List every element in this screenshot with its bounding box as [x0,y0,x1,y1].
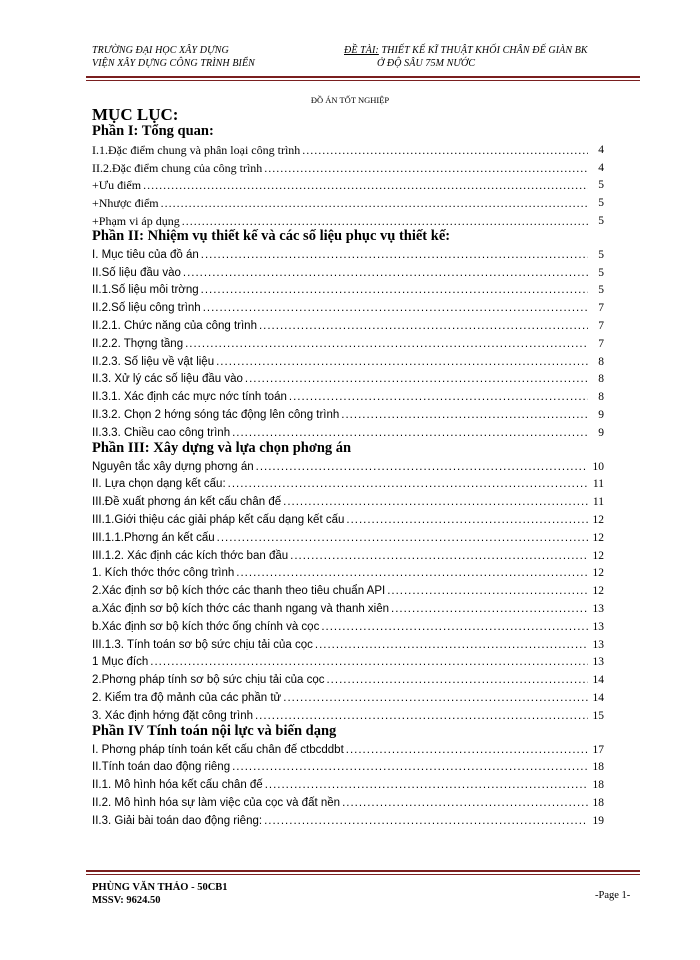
toc-entry-page: 18 [592,796,604,809]
toc-entry-label: II.3. Xử lý các số liệu đầu vào [92,373,243,386]
toc-leader-dots [290,549,588,563]
student-id: MSSV: 9624.50 [92,895,161,906]
toc-leader-dots [143,178,588,192]
toc-entry-label: b.Xác định sơ bộ kích thớc ống chính và cọc [92,620,320,633]
toc-entry[interactable] [92,315,604,333]
toc-entry[interactable] [92,280,604,298]
toc-entry-page: 12 [592,531,604,544]
toc-entry-label: 2. Kiểm tra độ mảnh của các phần tử [92,691,282,704]
toc-entry-label: 2.Xác định sơ bộ kích thớc các thanh theo tiêu chuẩn API [92,585,386,598]
toc-leader-dots [255,709,588,723]
toc-entry-label: II.1. Mô hình hóa kết cấu chân đế [92,779,263,792]
toc-entry-page: 18 [592,779,604,792]
table-of-contents [92,106,604,828]
university-name: TRƯỜNG ĐẠI HỌC XÂY DỰNG [92,45,229,56]
toc-entry-page: 7 [598,337,604,350]
toc-leader-dots [182,214,588,228]
toc-leader-dots [217,531,588,545]
toc-entry-page: 9 [598,426,604,439]
toc-entry-page: 15 [592,709,604,722]
toc-leader-dots [183,266,588,280]
toc-entry[interactable] [92,386,604,404]
toc-entry-page: 10 [592,460,604,473]
toc-entry[interactable] [92,687,604,705]
toc-leader-dots [232,426,588,440]
toc-leader-dots [302,143,588,157]
toc-entry[interactable] [92,351,604,369]
toc-entry[interactable] [92,669,604,687]
toc-entry-page: 18 [592,761,604,774]
toc-leader-dots [232,760,588,774]
toc-entry-page: 14 [592,691,604,704]
toc-entry[interactable] [92,139,604,157]
toc-entry[interactable] [92,422,604,440]
topic-label: ĐỀ TÀI: [344,45,379,56]
toc-entry-page: 13 [592,620,604,633]
toc-entry-label: II.Tính toán dao động riêng [92,761,231,774]
header-right [344,44,588,70]
toc-leader-dots [216,355,588,369]
toc-entry-label: 3. Xác định hớng đặt công trình [92,709,253,722]
toc-entry-page: 4 [598,143,604,156]
toc-leader-dots [283,691,588,705]
toc-entry-page: 5 [598,266,604,279]
header-left [92,44,255,70]
toc-leader-dots [201,248,588,262]
toc-entry-label: III.1.1.Phơng án kết cấu [92,531,215,544]
toc-entry[interactable] [92,262,604,280]
toc-leader-dots [326,673,588,687]
toc-entry[interactable] [92,509,604,527]
toc-entry-page: 11 [592,478,604,491]
toc-entry[interactable] [92,774,604,792]
topic-title-line2: Ở ĐỘ SÂU 75M NƯỚC [377,58,476,69]
toc-leader-dots [259,319,588,333]
toc-entry-page: 8 [598,373,604,386]
toc-leader-dots [346,743,588,757]
author-name: PHÙNG VĂN THẢO - 50CB1 [92,882,228,893]
toc-leader-dots [283,495,588,509]
toc-part-heading: Phần III: Xây dựng và lựa chọn phơng án [92,439,352,456]
toc-entry-label: III.1.Giới thiệu các giải pháp kết cấu dạng kết cấu [92,513,345,526]
toc-entry-label: II.2. Mô hình hóa sự làm việc của cọc và đất nền [92,796,341,809]
toc-leader-dots [321,620,588,634]
toc-entry[interactable] [92,491,604,509]
toc-entry[interactable] [92,474,604,492]
toc-leader-dots [289,390,588,404]
toc-leader-dots [264,161,588,175]
toc-entry-page: 11 [592,496,604,509]
toc-entry-label: II.2.Số liệu công trình [92,302,201,315]
footer-rule-thin [86,874,640,875]
toc-leader-dots [387,584,588,598]
toc-entry-label: II.3.3. Chiều cao công trình [92,426,231,439]
toc-leader-dots [342,796,588,810]
toc-entry[interactable] [92,792,604,810]
toc-leader-dots [203,301,588,315]
toc-entry-label: I. Mục tiêu của đồ án [92,248,199,261]
toc-entry-page: 8 [598,355,604,368]
toc-entry-label: II.3.1. Xác định các mực nớc tính toán [92,391,287,404]
document-type: ĐỒ ÁN TỐT NGHIỆP [310,95,390,105]
toc-entry-label: +Nhược điểm [92,196,159,211]
toc-entry-label: I. Phơng pháp tính toán kết cấu chân đế ctbcddbt [92,743,344,756]
toc-leader-dots [150,655,588,669]
header-rule-thick [86,76,640,78]
toc-entry-page: 5 [598,179,604,192]
toc-leader-dots [245,372,588,386]
toc-entry[interactable] [92,616,604,634]
page-number: -Page 1- [595,890,631,901]
toc-entry[interactable] [92,634,604,652]
institute-name: VIỆN XÂY DỰNG CÔNG TRÌNH BIỂN [92,58,255,69]
toc-entry-page: 13 [592,638,604,651]
toc-part-heading: Phần II: Nhiệm vụ thiết kế và các số liệu phục vụ thiết kế: [92,227,451,244]
toc-title: MỤC LỤC: [92,105,179,124]
toc-entry-page: 8 [598,391,604,404]
toc-entry[interactable] [92,580,604,598]
toc-entry-page: 5 [598,284,604,297]
toc-entry-label: III.1.2. Xác định các kích thớc ban đầu [92,549,289,562]
toc-entry-label: a.Xác định sơ bộ kích thớc các thanh ngang và thanh xiên [92,602,390,615]
toc-entry[interactable] [92,598,604,616]
toc-entry-label: +Phạm vi áp dụng [92,213,180,228]
toc-entry-label: II. Lựa chọn dạng kết cấu: [92,478,226,491]
toc-entry[interactable] [92,652,604,670]
toc-leader-dots [185,337,588,351]
toc-leader-dots [256,460,588,474]
toc-entry-label: III.1.3. Tính toán sơ bộ sức chịu tải của cọc [92,638,313,651]
toc-entry-label: II.Số liệu đầu vào [92,266,181,279]
toc-entry[interactable] [92,527,604,545]
topic-title-line1: THIẾT KẾ KĨ THUẬT KHỐI CHÂN ĐẾ GIÀN BK [378,45,588,56]
toc-entry-label: II.2.Đặc điểm chung của công trình [92,160,263,175]
toc-part-heading: Phần IV Tính toán nội lực và biến dạng [92,722,337,739]
toc-entry[interactable] [92,244,604,262]
toc-entry-page: 7 [598,302,604,315]
toc-entry-label: I.1.Đặc điểm chung và phân loại công trình [92,142,301,157]
toc-leader-dots [341,408,588,422]
toc-entry-label: III.Đề xuất phơng án kết cấu chân đế [92,496,282,509]
toc-entry[interactable] [92,545,604,563]
toc-leader-dots [264,814,588,828]
toc-entry-label: Nguyên tắc xây dựng phơng án [92,460,254,473]
toc-entry-label: II.2.2. Thợng tầng [92,337,184,350]
toc-entry[interactable] [92,297,604,315]
toc-entry-page: 12 [592,585,604,598]
toc-entry-page: 9 [598,408,604,421]
toc-entry-label: 1. Kích thớc thớc công trình [92,567,235,580]
toc-entry-page: 5 [598,214,604,227]
toc-leader-dots [265,778,588,792]
toc-entry-page: 13 [592,656,604,669]
toc-entry-label: II.2.3. Số liệu về vật liệu [92,355,215,368]
toc-entry[interactable] [92,333,604,351]
toc-entry-label: +Ưu điểm [92,178,142,193]
toc-entry[interactable] [92,757,604,775]
toc-entry-label: II.3.2. Chọn 2 hớng sóng tác động lên công trình [92,408,340,421]
toc-entry[interactable] [92,563,604,581]
toc-entry[interactable] [92,210,604,228]
toc-entry-page: 5 [598,197,604,210]
toc-entry-page: 7 [598,319,604,332]
toc-leader-dots [236,566,588,580]
toc-entry-page: 17 [592,743,604,756]
toc-entry[interactable] [92,404,604,422]
toc-entry[interactable] [92,456,604,474]
toc-leader-dots [228,477,588,491]
toc-entry[interactable] [92,705,604,723]
toc-entry-page: 4 [598,161,604,174]
footer-author-block [92,881,228,907]
toc-entry-page: 12 [592,549,604,562]
toc-leader-dots [161,196,588,210]
toc-leader-dots [315,638,588,652]
footer-rule-thick [86,870,640,872]
toc-entry-label: II.2.1. Chức năng của công trình [92,319,257,332]
toc-entry-page: 12 [592,567,604,580]
toc-entry[interactable] [92,192,604,210]
toc-entry[interactable] [92,175,604,193]
toc-entry-page: 5 [598,248,604,261]
toc-entry-label: II.1.Số liệu môi trờng [92,284,199,297]
toc-entry[interactable] [92,739,604,757]
header-rule-thin [86,80,640,81]
toc-entry-page: 13 [592,602,604,615]
toc-entry-page: 12 [592,513,604,526]
toc-leader-dots [346,513,588,527]
toc-entry-page: 14 [592,674,604,687]
toc-entry-label: II.3. Giải bài toán dao động riêng: [92,814,263,827]
toc-part-heading: Phần I: Tổng quan: [92,123,214,139]
toc-entry-label: 1 Mục đích [92,656,149,669]
toc-entry[interactable] [92,810,604,828]
toc-leader-dots [391,602,588,616]
toc-entry[interactable] [92,157,604,175]
toc-leader-dots [201,283,588,297]
toc-entry[interactable] [92,369,604,387]
toc-entry-page: 19 [592,814,604,827]
toc-entry-label: 2.Phơng pháp tính sơ bộ sức chịu tải của cọc [92,674,325,687]
